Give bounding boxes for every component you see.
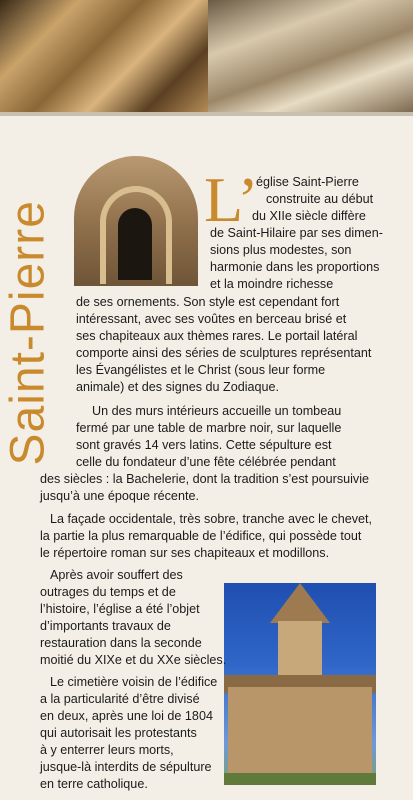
text-line: d’importants travaux de xyxy=(40,619,171,633)
text-line: harmonie dans les proportions xyxy=(210,260,380,274)
text-line: construite au début xyxy=(266,192,374,206)
text-line: celle du fondateur d’une fête célébrée pendant xyxy=(76,455,336,469)
text-line: comporte ainsi des séries de sculptures représentant xyxy=(76,346,372,360)
text-line: La façade occidentale, très sobre, tranche avec le chevet, xyxy=(50,512,373,526)
text-line: l’histoire, l’église a été l’objet xyxy=(40,602,200,616)
text-line: a la particularité d’être divisé xyxy=(40,692,200,706)
text-line: fermé par une table de marbre noir, sur laquelle xyxy=(76,421,342,435)
text-line: jusqu’à une époque récente. xyxy=(40,489,199,503)
text-line: outrages du temps et de xyxy=(40,585,176,599)
text-line: animale) et des signes du Zodiaque. xyxy=(76,380,280,394)
text-line: sions plus modestes, son xyxy=(210,243,352,257)
text-line: jusque-là interdits de sépulture xyxy=(40,760,212,774)
text-line: Après avoir souffert des xyxy=(50,568,183,582)
text-line: la partie la plus remarquable de l’édifice, qui possède tout xyxy=(40,529,362,543)
text-line: Le cimetière voisin de l’édifice xyxy=(50,675,218,689)
drop-cap: L’ xyxy=(204,164,259,235)
text-line: Un des murs intérieurs accueille un tombeau xyxy=(92,404,342,418)
text-line: restauration dans la seconde xyxy=(40,636,202,650)
text-line: en terre catholique. xyxy=(40,777,148,791)
page-title: Saint-Pierre xyxy=(1,200,55,466)
text-line: de Saint-Hilaire par ses dimen- xyxy=(210,226,383,240)
text-line: en deux, après une loi de 1804 xyxy=(40,709,213,723)
text-line: ses chapiteaux aux thèmes rares. Le portail latéral xyxy=(76,329,358,343)
text-line: du XIIe siècle diffère xyxy=(252,209,366,223)
text-line: le répertoire roman sur ses chapiteaux et modillons. xyxy=(40,546,330,560)
text-line: intéressant, avec ses voûtes en berceau brisé et xyxy=(76,312,347,326)
text-line: des siècles : la Bachelerie, dont la tradition s’est poursuivie xyxy=(40,472,370,486)
text-line: sont gravés 14 vers latins. Cette sépulture est xyxy=(76,438,332,452)
text-line: de ses ornements. Son style est cependant fort xyxy=(76,295,340,309)
text-line: qui autorisait les protestants xyxy=(40,726,197,740)
text-line: et la moindre richesse xyxy=(210,277,334,291)
text-line: les Évangélistes et le Christ (sous leur forme xyxy=(76,363,326,377)
text-line: église Saint-Pierre xyxy=(256,175,359,189)
text-line: moitié du XIXe et du XXe siècles. xyxy=(40,653,227,667)
text-line: à y enterrer leurs morts, xyxy=(40,743,174,757)
